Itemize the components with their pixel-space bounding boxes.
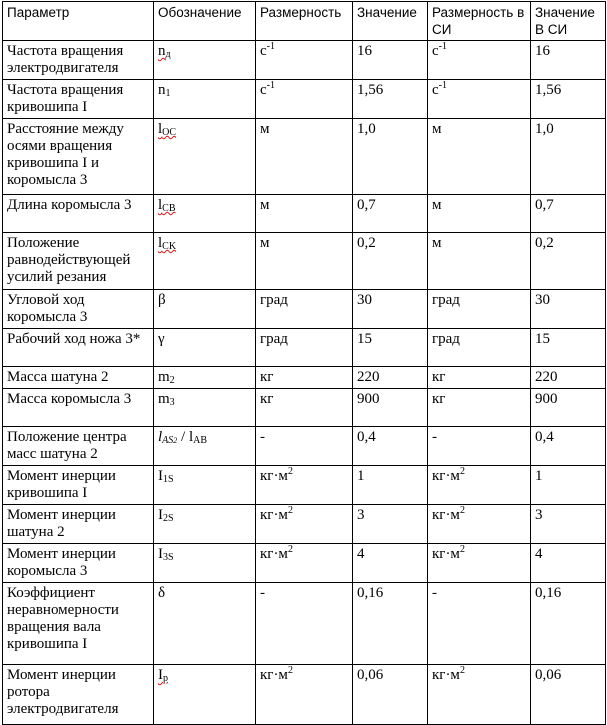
table-row [3, 389, 606, 427]
param-cell: Положение центра масс шатуна 2 [3, 427, 154, 466]
value-cell: 0,4 [353, 427, 428, 466]
symbol-main: l [158, 197, 163, 213]
si-value-cell: 4 [531, 544, 606, 583]
symbol-cell: γ [154, 329, 256, 367]
si-unit-cell [428, 80, 531, 119]
param-cell: Момент инерции шатуна 2 [3, 505, 154, 544]
symbol-main: I [158, 667, 163, 683]
symbol-rest-sub: AB [193, 435, 208, 446]
si-unit-sup: 2 [459, 505, 465, 516]
unit-cell: град [256, 290, 353, 329]
si-value-cell: 900 [531, 389, 606, 427]
value-cell: 16 [353, 41, 428, 80]
value-cell: 0,2 [353, 233, 428, 290]
symbol-main: m [158, 369, 170, 385]
value-cell: 900 [353, 389, 428, 427]
symbol-sub: 2 [169, 375, 175, 386]
symbol-cell [154, 80, 256, 119]
header-si-value: Значение В СИ [531, 2, 606, 41]
si-value-cell: 3 [531, 505, 606, 544]
symbol-cell: β [154, 290, 256, 329]
symbol-main: I [158, 468, 163, 484]
si-value-cell: 15 [531, 329, 606, 367]
si-unit-cell: - [428, 427, 531, 466]
unit-cell: м [256, 119, 353, 195]
unit-base: кг·м [260, 507, 288, 523]
si-unit-cell [428, 544, 531, 583]
param-cell: Угловой ход коромысла 3 [3, 290, 154, 329]
unit-sup: -1 [266, 41, 276, 52]
param-cell: Масса коромысла 3 [3, 389, 154, 427]
symbol-cell [154, 367, 256, 389]
param-cell: Момент инерции кривошипа I [3, 466, 154, 505]
si-unit-base: кг·м [432, 507, 460, 523]
table-row [3, 41, 606, 80]
symbol-sub: CB [162, 203, 176, 214]
unit-sup: 2 [287, 544, 293, 555]
value-cell: 220 [353, 367, 428, 389]
si-unit-cell: град [428, 329, 531, 367]
si-unit-cell: м [428, 119, 531, 195]
unit-base: кг·м [260, 468, 288, 484]
param-cell: Расстояние между осями вращения кривошипа I и коромысла 3 [3, 119, 154, 195]
si-value-cell: 0,4 [531, 427, 606, 466]
param-cell: Частота вращения кривошипа I [3, 80, 154, 119]
si-unit-cell: - [428, 583, 531, 665]
value-cell: 3 [353, 505, 428, 544]
param-cell: Коэффициент неравномерности вращения вала кривошипа I [3, 583, 154, 665]
header-symbol: Обозначение [154, 2, 256, 41]
unit-cell: кг [256, 389, 353, 427]
symbol-sub: CK [162, 241, 177, 252]
table-row [3, 505, 606, 544]
table-row [3, 466, 606, 505]
si-value-cell: 16 [531, 41, 606, 80]
si-unit-sup: -1 [438, 80, 448, 91]
si-value-cell: 0,16 [531, 583, 606, 665]
unit-cell [256, 41, 353, 80]
value-cell: 4 [353, 544, 428, 583]
unit-base: кг·м [260, 667, 288, 683]
si-unit-sup: -1 [438, 41, 448, 52]
symbol-main: l [158, 235, 163, 251]
table-row [3, 119, 606, 195]
si-unit-sup: 2 [459, 466, 465, 477]
unit-cell [256, 466, 353, 505]
param-cell: Положение равнодействующей усилий резания [3, 233, 154, 290]
symbol-cell [154, 41, 256, 80]
si-value-cell: 0,7 [531, 195, 606, 233]
unit-cell: - [256, 427, 353, 466]
si-unit-cell: кг [428, 367, 531, 389]
header-si-unit: Размерность в СИ [428, 2, 531, 41]
unit-sup: 2 [287, 665, 293, 676]
unit-cell [256, 665, 353, 725]
symbol-cell: δ [154, 583, 256, 665]
si-unit-cell: кг [428, 389, 531, 427]
si-unit-cell: град [428, 290, 531, 329]
unit-cell [256, 80, 353, 119]
unit-cell: м [256, 233, 353, 290]
param-cell: Момент инерции ротора электродвигателя [3, 665, 154, 725]
symbol-main: n [158, 82, 166, 98]
unit-cell: м [256, 195, 353, 233]
table-row [3, 329, 606, 367]
value-cell: 0,7 [353, 195, 428, 233]
si-unit-cell [428, 665, 531, 725]
symbol-cell [154, 195, 256, 233]
table-row [3, 427, 606, 466]
table-row [3, 290, 606, 329]
unit-cell [256, 544, 353, 583]
symbol-main: m [158, 391, 170, 407]
unit-base: c [260, 82, 267, 98]
symbol-sub: 3S [163, 552, 174, 563]
si-unit-base: кг·м [432, 546, 460, 562]
symbol-sub: 2S [163, 513, 174, 524]
value-cell: 0,06 [353, 665, 428, 725]
si-unit-cell [428, 41, 531, 80]
symbol-sub: 1S [163, 474, 174, 485]
unit-base: c [260, 43, 267, 59]
symbol-main: l [158, 429, 163, 445]
unit-cell: - [256, 583, 353, 665]
symbol-main: n [158, 43, 166, 59]
unit-cell: кг [256, 367, 353, 389]
symbol-main: l [158, 121, 163, 137]
symbol-sub: р [163, 673, 168, 684]
si-unit-cell: м [428, 195, 531, 233]
parameters-table [2, 1, 606, 725]
table-row [3, 233, 606, 290]
param-cell: Рабочий ход ножа 3* [3, 329, 154, 367]
si-unit-cell [428, 505, 531, 544]
si-unit-cell [428, 466, 531, 505]
symbol-main: I [158, 546, 163, 562]
si-unit-sup: 2 [459, 544, 465, 555]
param-cell: Частота вращения электродвигателя [3, 41, 154, 80]
si-value-cell: 1,56 [531, 80, 606, 119]
symbol-cell [154, 505, 256, 544]
param-cell: Масса шатуна 2 [3, 367, 154, 389]
unit-cell [256, 505, 353, 544]
symbol-cell [154, 119, 256, 195]
unit-sup: 2 [287, 505, 293, 516]
unit-sup: -1 [266, 80, 276, 91]
si-unit-base: c [432, 82, 439, 98]
symbol-sub: 3 [169, 397, 175, 408]
param-cell: Момент инерции коромысла 3 [3, 544, 154, 583]
si-unit-sup: 2 [459, 665, 465, 676]
unit-sup: 2 [287, 466, 293, 477]
header-parameter: Параметр [3, 2, 154, 41]
si-value-cell: 0,06 [531, 665, 606, 725]
symbol-cell [154, 544, 256, 583]
table-row [3, 544, 606, 583]
unit-base: кг·м [260, 546, 288, 562]
table-row [3, 367, 606, 389]
si-value-cell: 1 [531, 466, 606, 505]
si-value-cell: 220 [531, 367, 606, 389]
value-cell: 1 [353, 466, 428, 505]
table-row [3, 583, 606, 665]
value-cell: 1,56 [353, 80, 428, 119]
symbol-cell [154, 427, 256, 466]
symbol-cell [154, 466, 256, 505]
value-cell: 1,0 [353, 119, 428, 195]
symbol-sub: OC [162, 127, 177, 138]
si-unit-base: c [432, 43, 439, 59]
si-value-cell: 0,2 [531, 233, 606, 290]
si-unit-base: кг·м [432, 468, 460, 484]
si-unit-base: кг·м [432, 667, 460, 683]
header-unit: Размерность [256, 2, 353, 41]
value-cell: 0,16 [353, 583, 428, 665]
si-unit-cell: м [428, 233, 531, 290]
table-row [3, 80, 606, 119]
symbol-sub: 1 [165, 88, 171, 99]
table-row [3, 665, 606, 725]
header-value: Значение [353, 2, 428, 41]
symbol-main: I [158, 507, 163, 523]
param-cell: Длина коромысла 3 [3, 195, 154, 233]
symbol-cell [154, 233, 256, 290]
symbol-cell [154, 389, 256, 427]
unit-cell: град [256, 329, 353, 367]
value-cell: 30 [353, 290, 428, 329]
value-cell: 15 [353, 329, 428, 367]
symbol-sub: д [165, 49, 171, 60]
si-value-cell: 30 [531, 290, 606, 329]
symbol-sub: AS2 [162, 435, 178, 446]
symbol-rest: / l [181, 429, 194, 445]
table-header-row [3, 2, 606, 41]
si-value-cell: 1,0 [531, 119, 606, 195]
table-row [3, 195, 606, 233]
symbol-cell [154, 665, 256, 725]
